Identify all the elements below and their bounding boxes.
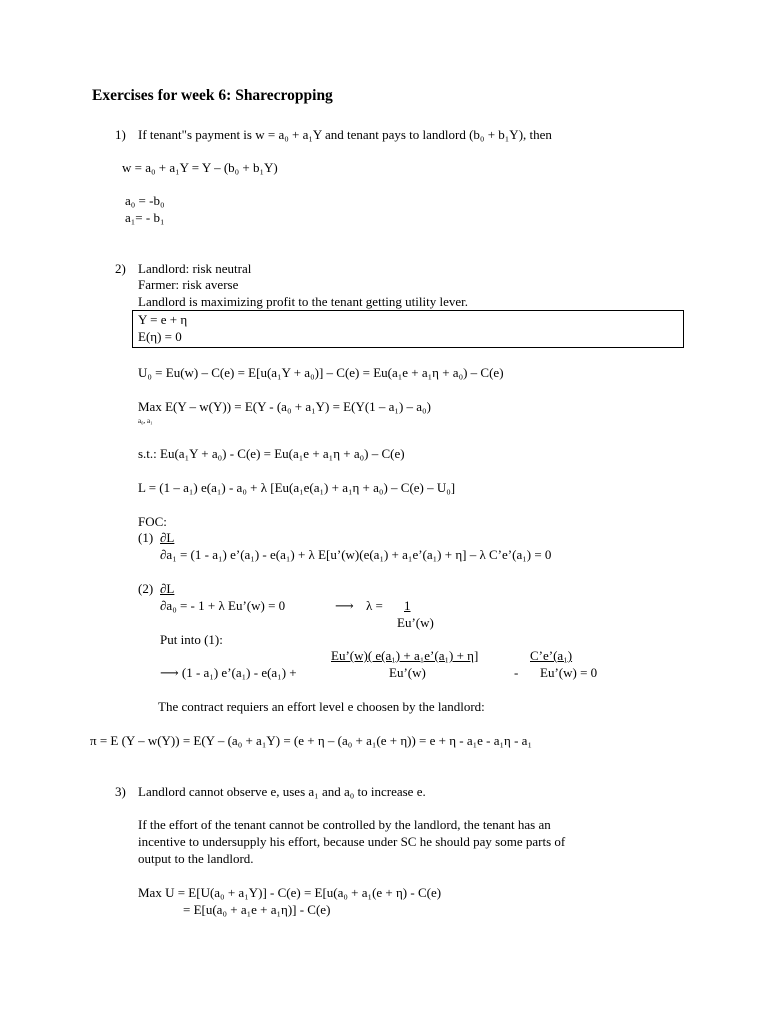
big-fraction-denominator: Eu’(w)	[389, 665, 426, 680]
ex1-equation: w = a₀ + a₁Y = Y – (b₀ + b₁Y)	[122, 160, 278, 175]
ex2-farmer: Farmer: risk averse	[138, 277, 239, 292]
condition-2-equation: ∂a₀ = - 1 + λ Eu’(w) = 0	[160, 598, 286, 613]
item-number-3: 3)	[115, 784, 126, 799]
condition-1-label: (1)	[138, 530, 154, 545]
constraint-equation: s.t.: Eu(a₁Y + a₀) - C(e) = Eu(a₁e + a₁η + a₀) – C(e)	[138, 446, 405, 461]
ex3-paragraph-line-2: incentive to undersupply his effort, because under SC he should pay some parts of	[138, 834, 566, 849]
second-fraction-numerator: C’e’(a₁)	[530, 648, 573, 663]
ex2-landlord: Landlord: risk neutral	[138, 261, 252, 276]
ex3-max-equation-2: = E[u(a₀ + a₁e + a₁η)] - C(e)	[183, 902, 331, 917]
ex3-paragraph-line-3: output to the landlord.	[138, 851, 254, 866]
ex3-statement: Landlord cannot observe e, uses a₁ and a₀ to increase e.	[138, 784, 426, 799]
max-equation: Max E(Y – w(Y)) = E(Y - (a₀ + a₁Y) = E(Y(1 – a₁) – a₀)	[138, 399, 431, 414]
ex1-a0: a₀ = -b₀	[125, 193, 165, 208]
lambda-denominator: Eu’(w)	[397, 615, 434, 630]
contract-text: The contract requiers an effort level e choosen by the landlord:	[158, 699, 485, 714]
big-fraction-numerator: Eu’(w)( e(a₁) + a₁e’(a₁) + η]	[331, 648, 479, 663]
minus-sign: -	[514, 665, 519, 680]
ex1-statement: If tenant"s payment is w = a₀ + a₁Y and tenant pays to landlord (b₀ + b₁Y), then	[138, 127, 552, 142]
utility-equation: U₀ = Eu(w) – C(e) = E[u(a₁Y + a₀)] – C(e) = Eu(a₁e + a₁η + a₀) – C(e)	[138, 365, 504, 380]
condition-2-numerator: ∂L	[160, 581, 175, 596]
page-title: Exercises for week 6: Sharecropping	[92, 87, 333, 104]
condition-2-label: (2)	[138, 581, 154, 596]
ex3-paragraph-line-1: If the effort of the tenant cannot be controlled by the landlord, the tenant has an	[138, 817, 551, 832]
second-fraction-denominator: Eu’(w) = 0	[540, 665, 598, 680]
profit-equation: π = E (Y – w(Y)) = E(Y – (a₀ + a₁Y) = (e + η – (a₀ + a₁(e + η)) = e + η - a₁e - a₁η - a₁	[90, 733, 532, 748]
ex3-max-equation-1: Max U = E[U(a₀ + a₁Y)] - C(e) = E[u(a₀ + a₁(e + η) - C(e)	[138, 885, 442, 900]
condition-1-equation: ∂a₁ = (1 - a₁) e’(a₁) - e(a₁) + λ E[u’(w)(e(a₁) + a₁e’(a₁) + η] – λ C’e’(a₁) = 0	[160, 547, 552, 562]
box-line-1: Y = e + η	[138, 312, 188, 327]
put-into-label: Put into (1):	[160, 632, 223, 647]
ex2-objective: Landlord is maximizing profit to the tenant getting utility lever.	[138, 294, 468, 309]
box-line-2: E(η) = 0	[138, 329, 182, 344]
item-number-1: 1)	[115, 127, 126, 142]
condition-1-numerator: ∂L	[160, 530, 175, 545]
lambda-label: λ =	[366, 598, 383, 613]
assumption-box	[132, 310, 684, 348]
lambda-numerator: 1	[404, 598, 411, 613]
foc-label: FOC:	[138, 514, 167, 529]
result-left-side: ⟶ (1 - a₁) e’(a₁) - e(a₁) +	[160, 665, 297, 680]
item-number-2: 2)	[115, 261, 126, 276]
max-subscript: a₀, a₁	[138, 417, 153, 425]
arrow-icon: ⟶	[335, 598, 354, 613]
lagrangian-equation: L = (1 – a₁) e(a₁) - a₀ + λ [Eu(a₁e(a₁) + a₁η + a₀) – C(e) – U₀]	[138, 480, 456, 495]
ex1-a1: a₁= - b₁	[125, 210, 165, 225]
